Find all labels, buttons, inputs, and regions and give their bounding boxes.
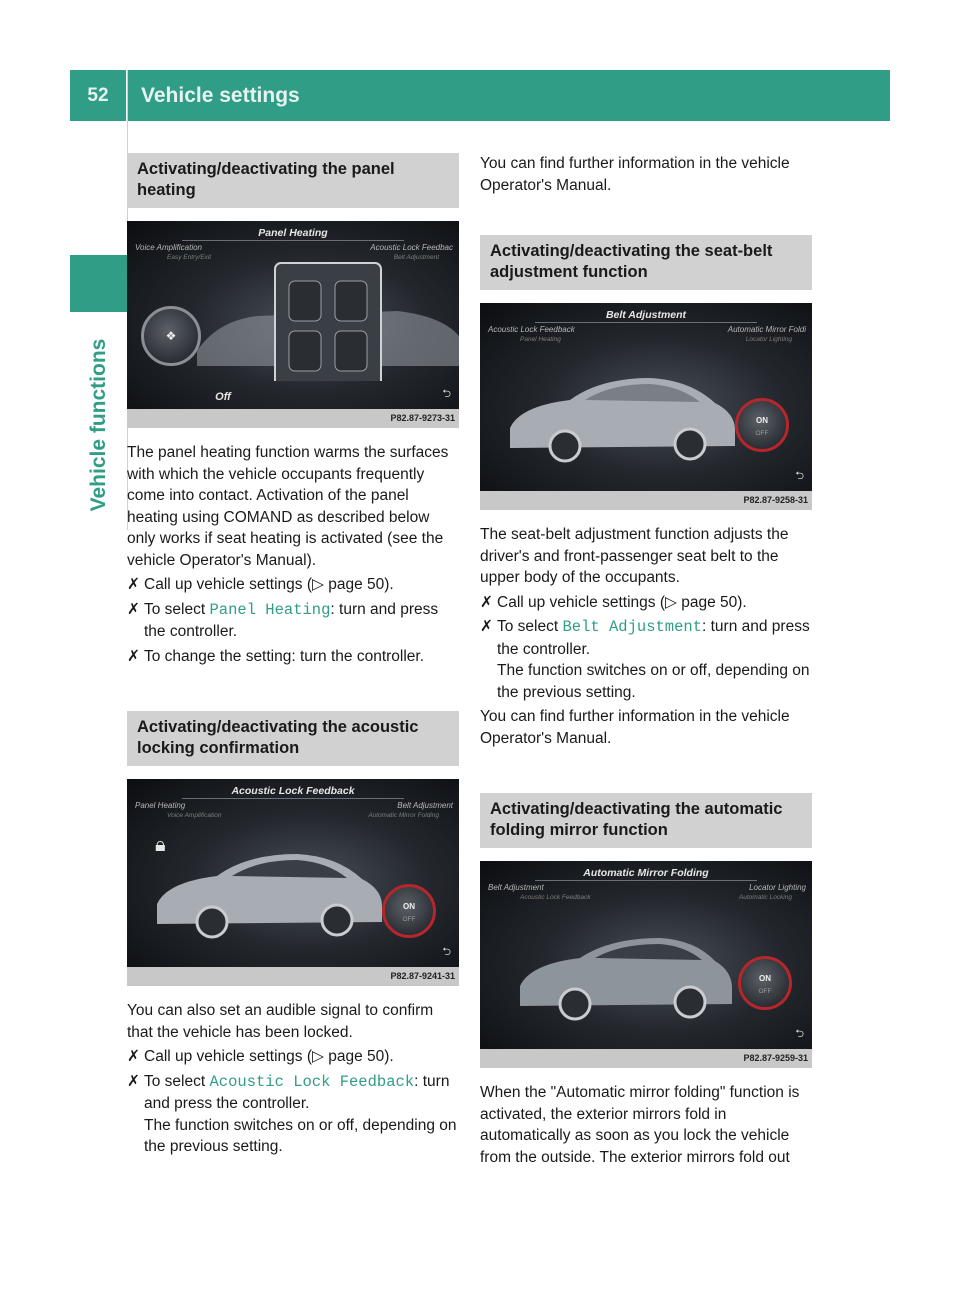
paragraph: You can find further information in the vehicle Operator's Manual.	[480, 155, 790, 194]
screen-menu-left: Panel Heating	[135, 801, 186, 810]
back-icon: ⮌	[442, 388, 451, 400]
screen-status: Off	[215, 391, 231, 403]
step: ✗ To change the setting: turn the controller.	[127, 646, 459, 668]
screen-title: Panel Heating	[258, 227, 328, 239]
section-heading-acoustic-locking: Activating/deactivating the acoustic locking confirmation	[127, 711, 459, 766]
screen-sub-right: Automatic Locking	[738, 894, 792, 901]
paragraph: When the "Automatic mirror folding" function is activated, the exterior mirrors fold in automatically as soon as you lock the vehicle from the outside. The exterior mirrors fold out	[480, 1084, 800, 1166]
screen-belt-adjustment	[480, 303, 812, 510]
side-tab	[70, 330, 127, 520]
screen-title: Belt Adjustment	[605, 309, 687, 321]
menu-item-code: Panel Heating	[209, 600, 331, 619]
menu-item-code: Acoustic Lock Feedback	[209, 1072, 415, 1091]
back-icon: ⮌	[795, 1028, 804, 1040]
step: ✗ Call up vehicle settings (▷ page 50).	[127, 1046, 459, 1068]
step-marker-icon: ✗	[127, 647, 140, 665]
step-marker-icon: ✗	[127, 600, 140, 618]
step-marker-icon: ✗	[480, 618, 493, 635]
figure-code: P82.87-9241-31	[127, 967, 459, 986]
screen-sub-left: Voice Amplification	[167, 812, 222, 819]
menu-item-code: Belt Adjustment	[562, 618, 703, 636]
page-number: 52	[70, 70, 126, 121]
paragraph: The panel heating function warms the surfaces with which the vehicle occupants frequently come into contact. Activation of the panel heating using COMAND as described below only works if seat heating is activated (see the vehicle Operator's Manual).	[127, 444, 449, 569]
step: ✗ To select Belt Adjustment: turn and press the controller. The function switches on or off, depending on the previous setting.	[480, 618, 810, 701]
step: ✗ To select Panel Heating: turn and press the controller.	[127, 600, 439, 640]
screen-menu-right: Locator Lighting	[749, 883, 806, 892]
screen-sub-right: Locator Lighting	[745, 336, 792, 343]
figure-code: P82.87-9273-31	[127, 409, 459, 428]
screen-panel-heating	[127, 221, 459, 428]
paragraph: You can also set an audible signal to confirm that the vehicle has been locked.	[127, 1002, 434, 1041]
step-marker-icon: ✗	[127, 1072, 140, 1090]
screen-sub-left: Acoustic Lock Feedback	[520, 894, 591, 901]
paragraph: You can find further information in the vehicle Operator's Manual.	[480, 708, 790, 747]
section-heading-mirror-folding: Activating/deactivating the automatic folding mirror function	[480, 793, 812, 848]
screen-sub-right: Automatic Mirror Folding	[368, 812, 439, 819]
car-image	[500, 358, 740, 468]
car-image	[510, 916, 740, 1026]
back-icon: ⮌	[442, 946, 451, 958]
right-column	[480, 153, 812, 1168]
section-heading-belt-adjustment: Activating/deactivating the seat-belt adjustment function	[480, 235, 812, 290]
screen-menu-right: Automatic Mirror Foldi	[727, 325, 806, 334]
figure-code: P82.87-9259-31	[480, 1049, 812, 1068]
screen-menu-right: Acoustic Lock Feedbac	[370, 243, 453, 252]
screen-menu-left: Belt Adjustment	[488, 883, 544, 892]
screen-sub-left: Panel Heating	[520, 336, 561, 343]
step: ✗ Call up vehicle settings (▷ page 50).	[127, 574, 459, 596]
side-tab-label: Vehicle functions	[86, 338, 110, 512]
section-heading-panel-heating: Activating/deactivating the panel heating	[127, 153, 459, 208]
screen-menu-left: Acoustic Lock Feedback	[488, 325, 575, 334]
left-column	[127, 153, 459, 1158]
back-icon: ⮌	[795, 470, 804, 482]
screen-menu-right: Belt Adjustment	[397, 801, 453, 810]
screen-sub-left: Easy Entry/Exit	[167, 254, 212, 261]
lock-icon: 🔒︎	[155, 834, 166, 856]
screen-sub-right: Belt Adjustment	[393, 254, 439, 261]
on-off-knob: ON OFF	[738, 956, 792, 1010]
screen-acoustic-lock	[127, 779, 459, 986]
on-off-knob: ON OFF	[382, 884, 436, 938]
on-off-knob: ON OFF	[735, 398, 789, 452]
step-marker-icon: ✗	[480, 593, 493, 611]
page-title: Vehicle settings	[141, 84, 300, 107]
side-tab-marker	[70, 255, 127, 312]
seat-heat-icon: ❖	[165, 329, 177, 343]
step: ✗ Call up vehicle settings (▷ page 50).	[480, 592, 812, 614]
paragraph: The seat-belt adjustment function adjusts the driver's and front-passenger seat belt to the upper body of the occupants.	[480, 526, 789, 586]
screen-mirror-folding	[480, 861, 812, 1068]
heating-knob	[141, 306, 201, 366]
screen-title: Acoustic Lock Feedback	[231, 785, 355, 797]
screen-menu-left: Voice Amplification	[135, 243, 202, 252]
figure-code: P82.87-9258-31	[480, 491, 812, 510]
page-header	[70, 70, 890, 121]
car-interior-image	[197, 261, 459, 381]
step-marker-icon: ✗	[127, 1048, 140, 1065]
car-image	[147, 834, 387, 944]
step: ✗ To select Acoustic Lock Feedback: turn and press the controller. The function switches on or off, depending on the previous setting.	[127, 1072, 457, 1155]
screen-title: Automatic Mirror Folding	[583, 867, 709, 879]
step-marker-icon: ✗	[127, 576, 140, 593]
